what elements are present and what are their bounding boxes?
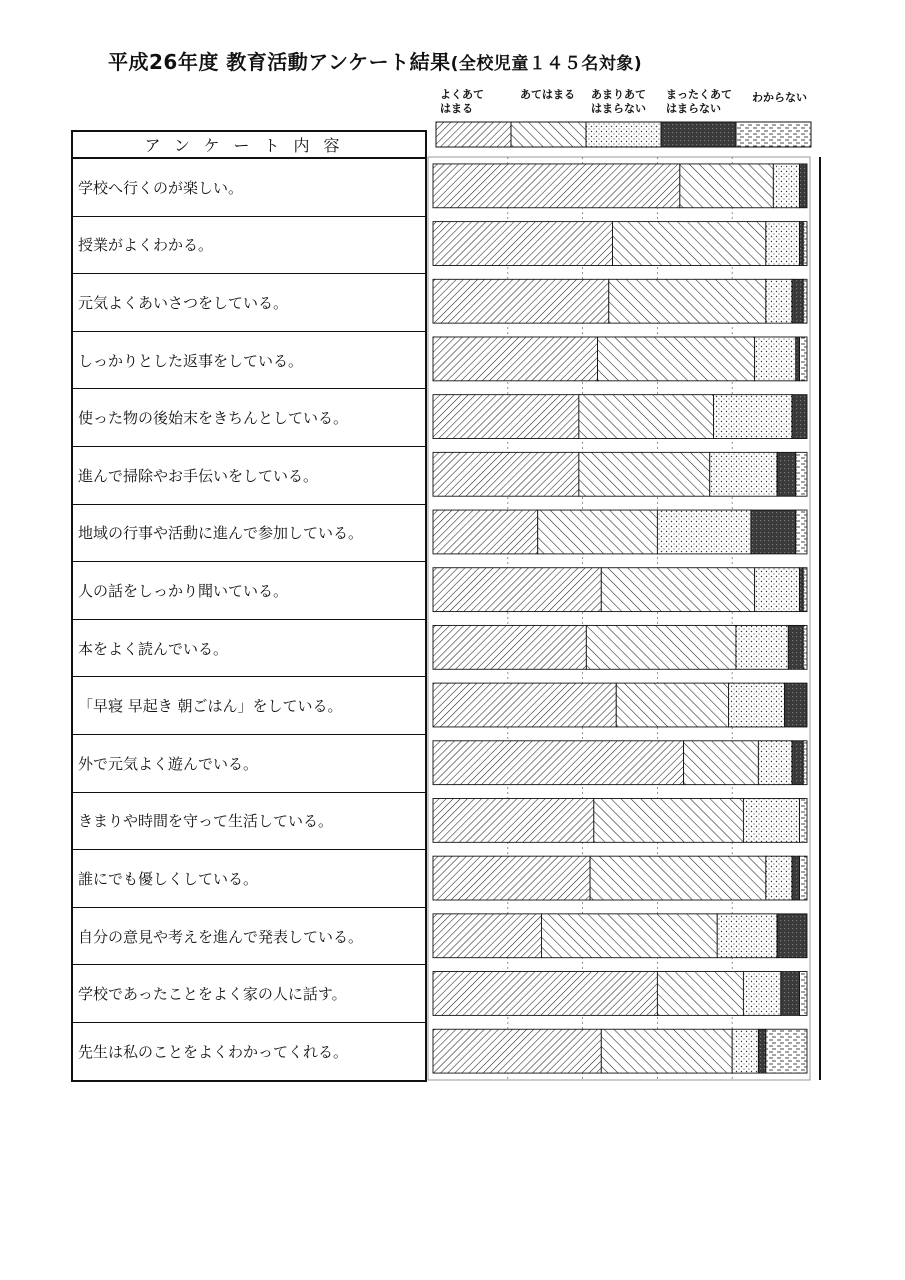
bar-segment — [766, 1029, 807, 1073]
bar-segment — [433, 279, 609, 323]
bar-segment — [800, 337, 807, 381]
question-row: 外で元気よく遊んでいる。 — [73, 735, 425, 793]
question-row: 進んで掃除やお手伝いをしている。 — [73, 447, 425, 505]
bar-segment — [433, 395, 579, 439]
bar-segment — [433, 625, 586, 669]
question-row: 元気よくあいさつをしている。 — [73, 274, 425, 332]
bar-segment — [766, 856, 792, 900]
plot-area — [428, 157, 820, 1080]
bar-segment — [803, 279, 807, 323]
bar-segment — [601, 1029, 732, 1073]
bar-segment — [728, 683, 784, 727]
bar-segment — [433, 510, 538, 554]
bar-segment — [788, 625, 803, 669]
bar-segment — [796, 510, 807, 554]
bar-segment — [433, 856, 590, 900]
question-row: 人の話をしっかり聞いている。 — [73, 562, 425, 620]
question-row: 先生は私のことをよくわかってくれる。 — [78, 1043, 349, 1062]
bar-segment — [751, 510, 796, 554]
bar-segment — [601, 568, 754, 612]
bar-segment — [609, 279, 766, 323]
legend-boxes — [436, 122, 811, 147]
bar-segment — [538, 510, 658, 554]
bar-segment — [803, 568, 807, 612]
bar-segment — [792, 741, 803, 785]
bar-segment — [433, 452, 579, 496]
bar-segment — [613, 222, 766, 266]
title-sub: (全校児童１４５名対象) — [450, 54, 643, 74]
bar-segment — [796, 337, 800, 381]
legend-label-2: あてはまる — [520, 88, 575, 101]
bar-segment — [433, 914, 541, 958]
bar-segment — [803, 222, 807, 266]
question-row: 「早寝 早起き 朝ごはん」をしている。 — [73, 677, 425, 735]
bar-segment — [792, 395, 807, 439]
bar-segment — [785, 683, 807, 727]
bar-segment — [743, 798, 799, 842]
bar-segment — [684, 741, 759, 785]
bar-segment — [657, 510, 751, 554]
legend-label-5: わからない — [752, 91, 807, 104]
bar-segment — [590, 856, 766, 900]
bar-segment — [796, 452, 807, 496]
legend-label-1: よくあて はまる — [440, 88, 484, 115]
bar-segment — [773, 164, 799, 208]
bar-segment — [777, 914, 807, 958]
bar-segment — [800, 798, 807, 842]
legend-swatch-1 — [436, 122, 511, 147]
question-row: 地域の行事や活動に進んで参加している。 — [73, 505, 425, 563]
bar-segment — [433, 798, 594, 842]
bar-segment — [800, 856, 807, 900]
question-row: 誰にでも優しくしている。 — [73, 850, 425, 908]
bar-segment — [800, 222, 804, 266]
bar-segment — [433, 568, 601, 612]
bar-segment — [657, 972, 743, 1016]
bar-segment — [586, 625, 736, 669]
table-header: アンケート内容 — [73, 132, 425, 159]
bar-segment — [433, 972, 657, 1016]
bar-segment — [433, 1029, 601, 1073]
bar-segment — [579, 395, 714, 439]
bar-segment — [800, 164, 807, 208]
legend-swatch-4 — [661, 122, 736, 147]
question-row: 自分の意見や考えを進んで発表している。 — [73, 908, 425, 966]
legend-label-3: あまりあて はまらない — [591, 88, 646, 115]
bar-segment — [792, 279, 803, 323]
question-row: 使った物の後始末をきちんとしている。 — [73, 389, 425, 447]
bar-segment — [743, 972, 780, 1016]
bar-segment — [732, 1029, 758, 1073]
bar-segment — [736, 625, 788, 669]
bar-segment — [766, 222, 800, 266]
bar-segment — [714, 395, 793, 439]
bar-segment — [781, 972, 800, 1016]
bar-segment — [616, 683, 728, 727]
bar-segment — [594, 798, 744, 842]
question-row: 学校へ行くのが楽しい。 — [73, 159, 425, 217]
question-row: しっかりとした返事をしている。 — [73, 332, 425, 390]
bar-segment — [579, 452, 710, 496]
bar-segment — [800, 568, 804, 612]
legend-swatch-5 — [736, 122, 811, 147]
bar-segment — [766, 279, 792, 323]
bar-segment — [755, 337, 796, 381]
question-row: 学校であったことをよく家の人に話す。 — [73, 965, 425, 1023]
bar-segment — [803, 625, 807, 669]
bar-segment — [541, 914, 717, 958]
title-main: 平成26年度 教育活動アンケート結果 — [108, 50, 451, 74]
bar-segment — [680, 164, 774, 208]
legend-swatch-2 — [511, 122, 586, 147]
bar-segment — [777, 452, 796, 496]
legend-swatch-3 — [586, 122, 661, 147]
bar-segment — [717, 914, 777, 958]
bar-segment — [755, 568, 800, 612]
bar-segment — [598, 337, 755, 381]
legend-label-4: まったくあて はまらない — [666, 88, 732, 115]
bar-segment — [433, 164, 680, 208]
bar-segment — [433, 683, 616, 727]
question-row: 授業がよくわかる。 — [73, 217, 425, 275]
bar-segment — [433, 741, 684, 785]
bar-segment — [758, 1029, 765, 1073]
bar-segment — [803, 741, 807, 785]
bar-segment — [433, 337, 598, 381]
question-row: きまりや時間を守って生活している。 — [73, 793, 425, 851]
question-row: 本をよく読んでいる。 — [73, 620, 425, 678]
bar-segment — [433, 222, 613, 266]
bar-segment — [710, 452, 777, 496]
bar-segment — [758, 741, 792, 785]
bar-segment — [792, 856, 799, 900]
bar-segment — [800, 972, 807, 1016]
